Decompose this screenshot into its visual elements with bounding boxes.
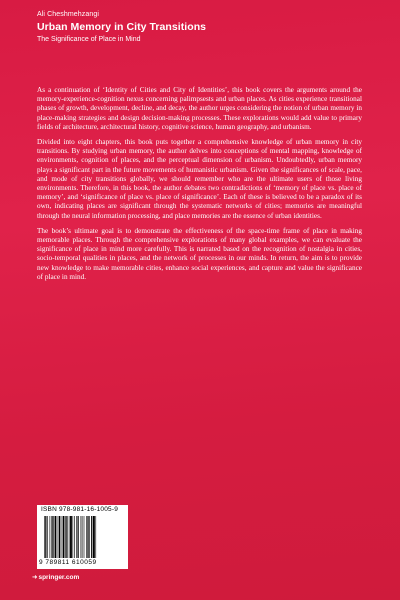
header-block xyxy=(37,10,377,44)
book-subtitle: The Significance of Place in Mind xyxy=(37,36,141,43)
barcode-bar xyxy=(51,516,52,558)
barcode-bar xyxy=(65,516,66,558)
barcode-bar xyxy=(95,516,96,558)
barcode-bar xyxy=(55,516,57,558)
barcode-bar xyxy=(91,516,92,558)
barcode-bar xyxy=(70,516,72,558)
barcode-bar xyxy=(61,516,62,558)
arrow-right-icon: ➜ xyxy=(32,574,38,581)
barcode-bar xyxy=(45,516,46,558)
book-title: Urban Memory in City Transitions xyxy=(37,21,207,33)
barcode-bar xyxy=(63,516,65,558)
isbn-barcode-box xyxy=(37,505,128,569)
barcode-bar xyxy=(82,516,83,558)
barcode-bar xyxy=(81,516,82,558)
barcode-bar xyxy=(87,516,88,558)
publisher-link-text: springer.com xyxy=(38,574,80,581)
barcode-bar xyxy=(58,516,59,558)
barcode-bar xyxy=(69,516,70,558)
blurb-paragraph-3: The book’s ultimate goal is to demonstrate the effectiveness of the space-time frame of place in making memorable places. Through the comprehensive explorations of many global examples, we can evaluate the significance of place in mind more carefully. This is narrated based on the recognition of nostalgia in cities, socio-temporal qualities in places, and the network of processes in our minds. In return, the aim is to provide new knowledge to make memorable cities, enhance social experiences, and capture and value the significance of place in mind. xyxy=(37,226,362,281)
barcode-bar xyxy=(84,516,85,558)
author-name: Ali Cheshmehzangi xyxy=(37,11,100,18)
blurb-paragraph-2: Divided into eight chapters, this book puts together a comprehensive knowledge of urban memory in city transitions. By studying urban memory, the author delves into conceptions of mental mapping, knowledge of environments, cognition of places, and the perceptual dimension of urbanism. Undoubtedly, urban memory plays a significant part in the future movements of humanistic urbanism. Given the significances of scale, pace, and mode of city transitions globally, we should remember who are the ultimate users of those living environments. Therefore, in this book, the author debates two contradictions of ‘memory of place vs. place of memory’, and ‘significance of place vs. place of significance’. Each of these is believed to be a paradox of its own, indicating places are significant through the systematic networks of cities; memories are meaningful through the neural information processing, and place memories are the essence of urban identities. xyxy=(37,138,362,220)
blurb-paragraph-1: As a continuation of ‘Identity of Cities and City of Identities’, this book covers the arguments around the memory-experience-cognition nexus concerning palimpsests and urban places. As cities experience transitional phases of growth, development, decline, and decay, the author urges considering the notion of urban memory in place-making strategies and design decision-making processes. These explorations would add value to primary fields of architecture, architectural history, cognitive science, human geography, and urbanism. xyxy=(37,86,362,131)
isbn-label: ISBN 978-981-16-1005-9 xyxy=(41,506,119,513)
barcode-bar xyxy=(73,516,74,558)
blurb-text xyxy=(37,86,362,288)
barcode-icon xyxy=(43,516,123,558)
barcode-bar xyxy=(93,516,95,558)
barcode-bar xyxy=(86,516,87,558)
barcode-bar xyxy=(53,516,54,558)
barcode-bar xyxy=(50,516,51,558)
publisher-link[interactable] xyxy=(32,574,79,582)
barcode-bar xyxy=(44,516,45,558)
barcode-bar xyxy=(89,516,90,558)
barcode-bar xyxy=(47,516,48,558)
barcode-digits: 9 789811 610059 xyxy=(39,559,97,566)
barcode-bar xyxy=(59,516,60,558)
barcode-bar xyxy=(77,516,78,558)
barcode-bar xyxy=(66,516,67,558)
barcode-bar xyxy=(76,516,77,558)
barcode-bar xyxy=(74,516,75,558)
